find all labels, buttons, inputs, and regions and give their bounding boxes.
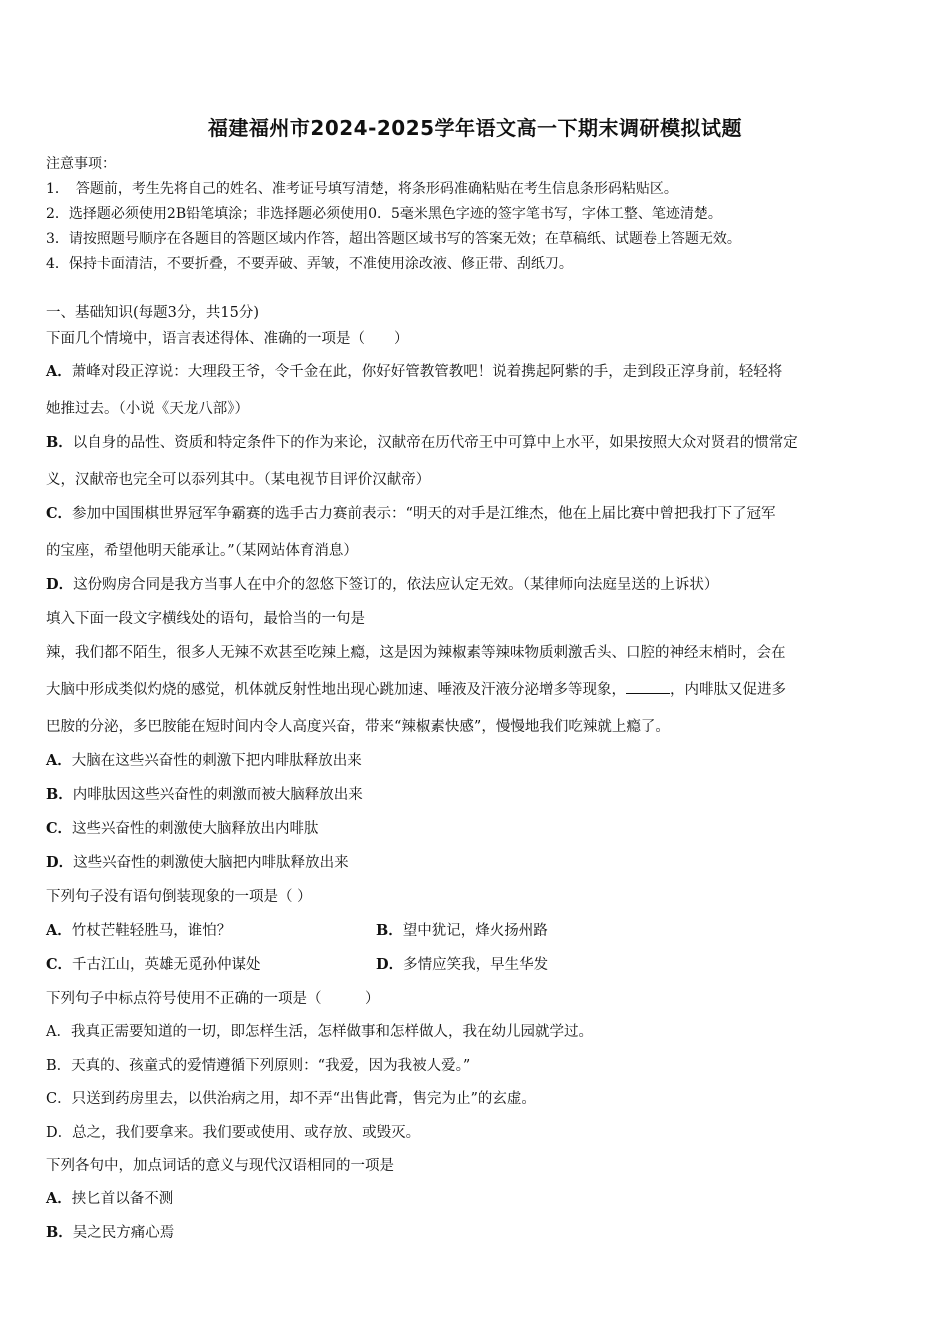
notice-item-2: 2．选择题必须使用2B铅笔填涂；非选择题必须使用0．5毫米黑色字迹的签字笔书写，字体工整、笔迹清楚。 — [46, 206, 722, 222]
q2-option-a — [46, 749, 362, 770]
notice-item-1: 1． 答题前，考生先将自己的姓名、准考证号填写清楚，将条形码准确粘贴在考生信息条形码粘贴区。 — [46, 181, 678, 197]
option-text: 挟匕首以备不测 — [71, 1191, 174, 1207]
q2-option-b — [46, 783, 363, 804]
option-label: D． — [46, 854, 74, 871]
q2-passage-line-2 — [46, 678, 786, 699]
option-label: B． — [376, 922, 403, 939]
option-text: 参加中国围棋世界冠军争霸赛的选手古力赛前表示：“明天的对手是江维杰，他在上届比赛中曾把我打下了冠军 — [72, 506, 776, 522]
option-text: 萧峰对段正淳说：大理段王爷，令千金在此，你好好管教管教吧！说着携起阿紫的手，走到段正淳身前，轻轻将 — [71, 364, 783, 380]
q2-passage-line-3: 巴胺的分泌，多巴胺能在短时间内令人高度兴奋，带来“辣椒素快感”，慢慢地我们吃辣就上瘾了。 — [46, 719, 670, 735]
option-label: D． — [46, 576, 74, 593]
passage-text: ，内啡肽又促进多 — [670, 682, 786, 698]
notice-item-3: 3．请按照题号顺序在各题目的答题区域内作答，超出答题区域书写的答案无效；在草稿纸、试题卷上答题无效。 — [46, 231, 741, 247]
q4-option-a: A．我真正需要知道的一切，即怎样生活，怎样做事和怎样做人，我在幼儿园就学过。 — [46, 1024, 593, 1040]
option-label: C． — [46, 956, 73, 973]
option-text: 这些兴奋性的刺激使大脑释放出内啡肽 — [72, 821, 319, 837]
q1-stem: 下面几个情境中，语言表述得体、准确的一项是（ ） — [46, 331, 409, 347]
option-text: 大脑在这些兴奋性的刺激下把内啡肽释放出来 — [71, 753, 362, 769]
q5-option-b — [46, 1221, 174, 1242]
option-label: C． — [46, 820, 73, 837]
q2-option-c — [46, 817, 319, 838]
option-text: 望中犹记，烽火扬州路 — [402, 923, 548, 939]
fill-blank — [626, 681, 670, 694]
q2-stem: 填入下面一段文字横线处的语句，最恰当的一句是 — [46, 611, 365, 627]
option-label: B． — [46, 786, 73, 803]
option-text: 吴之民方痛心焉 — [72, 1225, 175, 1241]
q4-option-b: B．天真的、孩童式的爱情遵循下列原则：“我爱，因为我被人爱。” — [46, 1058, 471, 1074]
option-label: B． — [46, 434, 73, 451]
option-label: A． — [46, 922, 72, 939]
q1-option-c-cont: 的宝座，希望他明天能承让。”（某网站体育消息） — [46, 543, 358, 559]
q5-option-a — [46, 1187, 173, 1208]
q3-option-b — [376, 919, 548, 940]
section-heading: 一、基础知识(每题3分，共15分) — [46, 305, 259, 321]
q4-option-c: C．只送到药房里去，以供治病之用，却不弄“出售此膏，售完为止”的玄虚。 — [46, 1091, 536, 1107]
q1-option-a-cont: 她推过去。（小说《天龙八部》） — [46, 401, 249, 417]
q2-option-d — [46, 851, 349, 872]
option-label: A． — [46, 363, 72, 380]
q1-option-b — [46, 431, 798, 452]
passage-text: 大脑中形成类似灼烧的感觉，机体就反射性地出现心跳加速、唾液及汗液分泌增多等现象， — [46, 682, 626, 698]
option-label: A． — [46, 1190, 72, 1207]
q1-option-c — [46, 502, 775, 523]
q3-stem: 下列句子没有语句倒装现象的一项是（ ） — [46, 889, 312, 905]
q3-option-d — [376, 953, 548, 974]
q5-stem: 下列各句中，加点词话的意义与现代汉语相同的一项是 — [46, 1158, 394, 1174]
option-label: A． — [46, 752, 72, 769]
option-label: B． — [46, 1224, 73, 1241]
option-text: 以自身的品性、资质和特定条件下的作为来论，汉献帝在历代帝王中可算中上水平，如果按照大众对贤君的惯常定 — [72, 435, 798, 451]
q2-passage-line-1: 辣，我们都不陌生，很多人无辣不欢甚至吃辣上瘾，这是因为辣椒素等辣味物质刺激舌头、口腔的神经末梢时，会在 — [46, 645, 786, 661]
option-text: 千古江山，英雄无觅孙仲谋处 — [72, 957, 261, 973]
option-text: 这些兴奋性的刺激使大脑把内啡肽释放出来 — [73, 855, 349, 871]
option-label: C． — [46, 505, 73, 522]
option-text: 这份购房合同是我方当事人在中介的忽悠下签订的，依法应认定无效。（某律师向法庭呈送的上诉状） — [73, 577, 719, 593]
page-title: 福建福州市2024-2025学年语文高一下期末调研模拟试题 — [207, 116, 743, 140]
notice-heading: 注意事项： — [46, 156, 116, 172]
q4-option-d: D．总之，我们要拿来。我们要或使用、或存放、或毁灭。 — [46, 1125, 421, 1141]
notice-item-4: 4．保持卡面清洁，不要折叠，不要弄破、弄皱，不准使用涂改液、修正带、刮纸刀。 — [46, 256, 573, 272]
q1-option-a — [46, 360, 782, 381]
option-text: 多情应笑我，早生华发 — [403, 957, 549, 973]
q1-option-b-cont: 义，汉献帝也完全可以忝列其中。（某电视节目评价汉献帝） — [46, 472, 431, 488]
q1-option-d — [46, 573, 718, 594]
q3-option-c — [46, 953, 261, 974]
option-text: 内啡肽因这些兴奋性的刺激而被大脑释放出来 — [72, 787, 363, 803]
option-text: 竹杖芒鞋轻胜马，谁怕？ — [71, 923, 232, 939]
q3-option-a — [46, 919, 231, 940]
q4-stem: 下列句子中标点符号使用不正确的一项是（ ） — [46, 991, 380, 1007]
option-label: D． — [376, 956, 404, 973]
